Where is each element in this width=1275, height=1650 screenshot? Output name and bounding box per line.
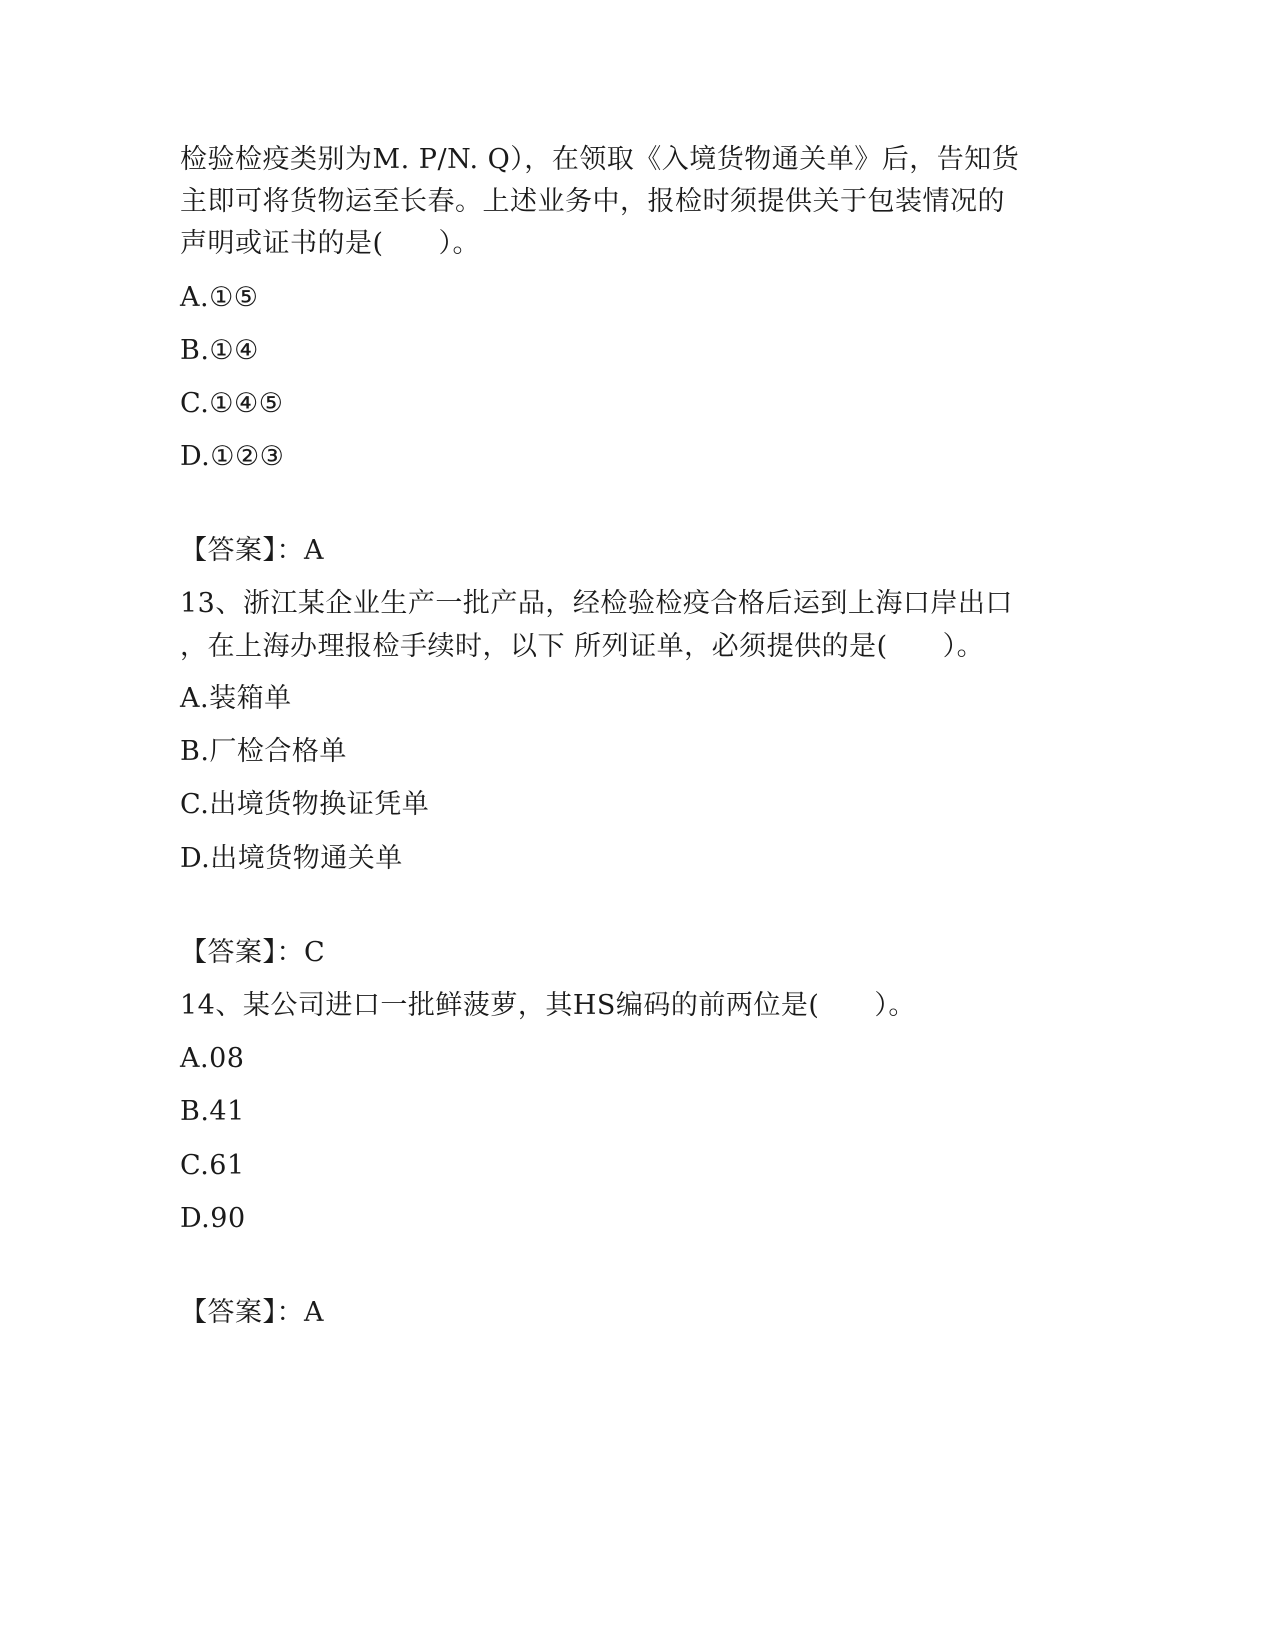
question-14-answer: 【答案】：A bbox=[180, 1297, 324, 1328]
question-14-option-c: C.61 bbox=[180, 1150, 245, 1181]
question-14-option-b: B.41 bbox=[180, 1096, 245, 1127]
question-13-option-c: C.出境货物换证凭单 bbox=[180, 789, 430, 820]
question-12-stem-line-1: 检验检疫类别为M. P/N. Q），在领取《入境货物通关单》后，告知货 bbox=[180, 144, 1020, 175]
question-13-stem-line-2: ，在上海办理报检手续时，以下 所列证单，必须提供的是( ）。 bbox=[180, 631, 985, 662]
question-14-option-d: D.90 bbox=[180, 1203, 246, 1234]
question-12-option-b: B.①④ bbox=[180, 335, 259, 366]
question-12-answer: 【答案】：A bbox=[180, 535, 324, 566]
question-13-stem-line-1: 13、浙江某企业生产一批产品，经检验检疫合格后运到上海口岸出口 bbox=[180, 588, 1013, 619]
question-12-option-a: A.①⑤ bbox=[180, 282, 259, 313]
question-12-option-c: C.①④⑤ bbox=[180, 388, 284, 419]
question-13-option-b: B.厂检合格单 bbox=[180, 736, 347, 767]
question-12-option-d: D.①②③ bbox=[180, 441, 285, 472]
question-13-answer: 【答案】：C bbox=[180, 937, 326, 968]
question-12-stem-line-2: 主即可将货物运至长春。上述业务中，报检时须提供关于包装情况的 bbox=[180, 186, 1005, 217]
question-13-option-d: D.出境货物通关单 bbox=[180, 843, 403, 874]
question-12-stem-line-3: 声明或证书的是( ）。 bbox=[180, 228, 481, 259]
question-14-stem-line-1: 14、某公司进口一批鲜菠萝，其HS编码的前两位是( ）。 bbox=[180, 990, 916, 1021]
question-13-option-a: A.装箱单 bbox=[180, 683, 292, 714]
question-14-option-a: A.08 bbox=[180, 1043, 245, 1074]
